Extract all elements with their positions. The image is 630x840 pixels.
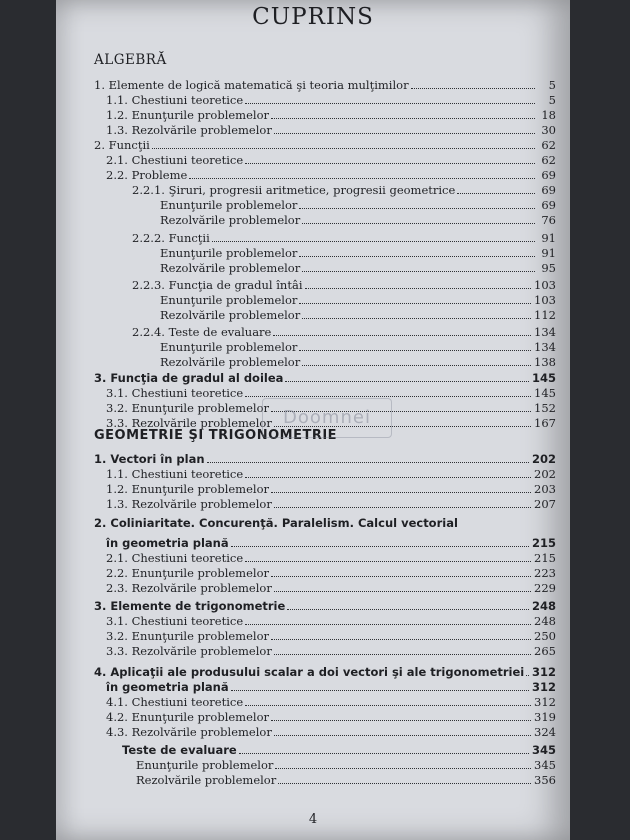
toc-entry: 3. Elemente de trigonometrie 248 [94, 594, 556, 614]
toc-entry: în geometria plană 312 [106, 675, 556, 695]
toc-entry: Rezolvările problemelor 138 [160, 350, 556, 370]
page-number: 4 [308, 812, 318, 827]
section-heading-geometry: GEOMETRIE ŞI TRIGONOMETRIE [94, 428, 338, 443]
section-heading-algebra: ALGEBRĂ [94, 52, 167, 68]
toc-entry: 3. Funcţia de gradul al doilea 145 [94, 366, 556, 386]
toc-entry: 2.2.1. Şiruri, progresii aritmetice, progresii geometrice 69 [132, 178, 556, 198]
toc-entry: 2.2. Enunţurile problemelor 223 [106, 561, 556, 581]
toc-entry: 1.2. Enunţurile problemelor 203 [106, 477, 556, 497]
toc-entry: 4.1. Chestiuni teoretice 312 [106, 690, 556, 710]
toc-entry: 1.1. Chestiuni teoretice 5 [106, 88, 556, 108]
toc-entry-text: 2. Coliniaritate. Concurenţă. Paralelism. Calcul vectorial [94, 516, 458, 530]
toc-entry: Enunţurile problemelor 345 [136, 753, 556, 773]
toc-entry: Enunţurile problemelor 103 [160, 288, 556, 308]
toc-entry: Enunţurile problemelor 91 [160, 241, 556, 261]
toc-entry: 2.1. Chestiuni teoretice 62 [106, 148, 556, 168]
toc-entry: 2.1. Chestiuni teoretice 215 [106, 546, 556, 566]
toc-entry: Enunţurile problemelor 134 [160, 335, 556, 355]
toc-entry: 3.3. Rezolvările problemelor 167 [106, 411, 556, 431]
toc-entry: 3.1. Chestiuni teoretice 145 [106, 381, 556, 401]
toc-entry: 1.3. Rezolvările problemelor 30 [106, 118, 556, 138]
toc-entry: 3.2. Enunţurile problemelor 250 [106, 624, 556, 644]
toc-entry: 4.3. Rezolvările problemelor 324 [106, 720, 556, 740]
toc-entry: 2.2.2. Funcţii 91 [132, 226, 556, 246]
toc-entry: 3.2. Enunţurile problemelor 152 [106, 396, 556, 416]
page-title: CUPRINS [252, 4, 374, 30]
toc-entry: 2.2.4. Teste de evaluare 134 [132, 320, 556, 340]
toc-entry: 2.3. Rezolvările problemelor 229 [106, 576, 556, 596]
toc-entry: Rezolvările problemelor 95 [160, 256, 556, 276]
toc-entry: 2.2. Probleme 69 [106, 163, 556, 183]
toc-entry: 4.2. Enunţurile problemelor 319 [106, 705, 556, 725]
toc-entry: 3.1. Chestiuni teoretice 248 [106, 609, 556, 629]
book-page [56, 0, 570, 840]
toc-entry: 1.2. Enunţurile problemelor 18 [106, 103, 556, 123]
toc-entry: 1.1. Chestiuni teoretice 202 [106, 462, 556, 482]
toc-entry: în geometria plană 215 [106, 531, 556, 551]
toc-entry: 3.3. Rezolvările problemelor 265 [106, 639, 556, 659]
toc-entry: 2. Funcţii 62 [94, 133, 556, 153]
toc-entry: Rezolvările problemelor 112 [160, 303, 556, 323]
toc-entry: Teste de evaluare 345 [122, 738, 556, 758]
toc-entry: 4. Aplicaţii ale produsului scalar a doi vectori şi ale trigonometriei 312 [94, 660, 556, 680]
toc-entry: 2.2.3. Funcţia de gradul întâi 103 [132, 273, 556, 293]
toc-entry: 1. Vectori în plan 202 [94, 447, 556, 467]
toc-entry: 1. Elemente de logică matematică şi teoria mulţimilor 5 [94, 73, 556, 93]
watermark-logo: Doomnei [262, 398, 392, 438]
toc-entry: 1.3. Rezolvările problemelor 207 [106, 492, 556, 512]
toc-entry: Enunţurile problemelor 69 [160, 193, 556, 213]
toc-entry: Rezolvările problemelor 356 [136, 768, 556, 788]
toc-entry: Rezolvările problemelor 76 [160, 208, 556, 228]
